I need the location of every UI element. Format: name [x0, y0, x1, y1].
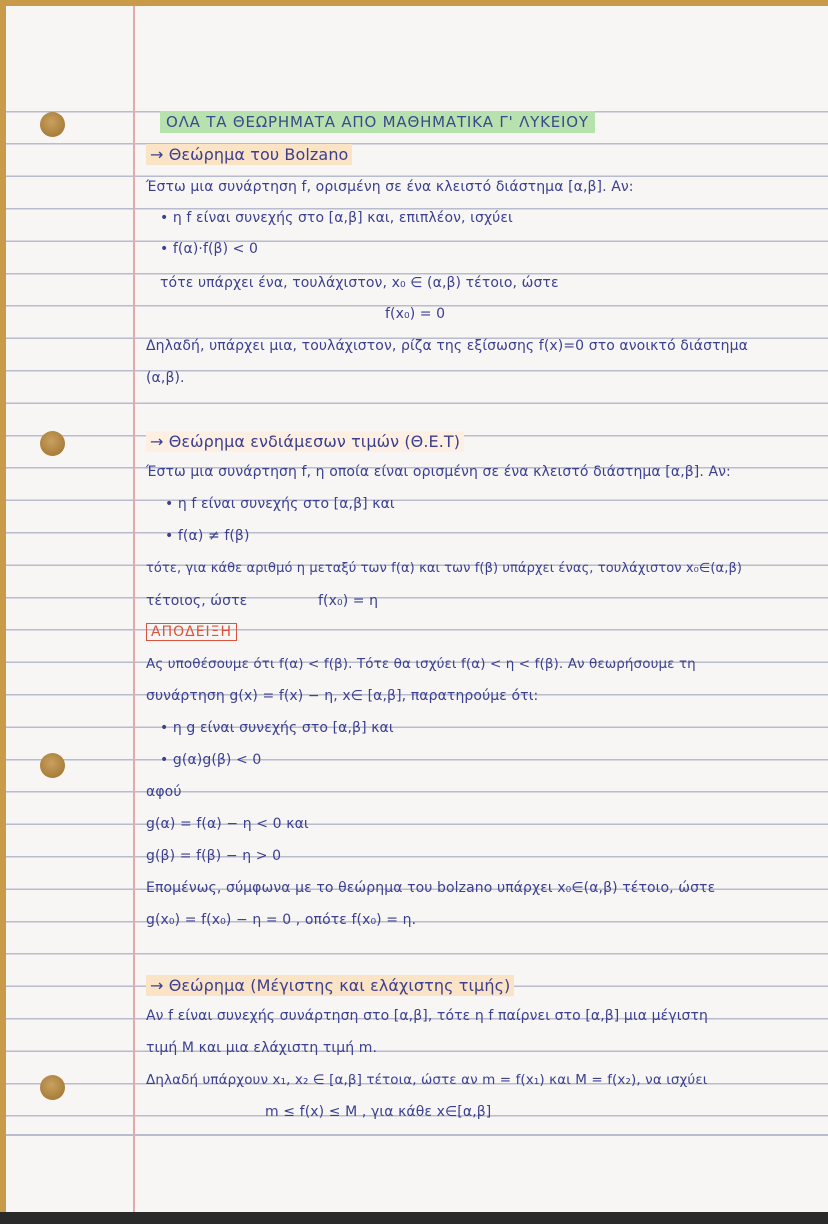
- bullet-item: • f(α) ≠ f(β): [165, 528, 250, 544]
- text-line: Έστω μια συνάρτηση f, η οποία είναι ορισμένη σε ένα κλειστό διάστημα [α,β]. Αν:: [146, 464, 731, 480]
- table-surface: [0, 1212, 828, 1224]
- proof-line: g(x₀) = f(x₀) − η = 0 , οπότε f(x₀) = η.: [146, 912, 417, 928]
- section-heading-bolzano: [146, 145, 352, 164]
- proof-line: Επομένως, σύμφωνα με το θεώρημα του bolzano υπάρχει x₀∈(α,β) τέτοιο, ώστε: [146, 880, 716, 896]
- text-line: τέτοιος, ώστε: [146, 593, 248, 609]
- section-heading-extreme-value: [146, 976, 514, 995]
- heading-text: → Θεώρημα ενδιάμεσων τιμών (Θ.Ε.Τ): [146, 431, 464, 452]
- page-top-margin: [6, 6, 828, 106]
- proof-label-text: ΑΠΟΔΕΙΞΗ: [146, 623, 237, 641]
- heading-text: → Θεώρημα του Bolzano: [146, 144, 352, 165]
- bullet-item: • f(α)·f(β) < 0: [160, 241, 259, 257]
- margin-line: [133, 6, 135, 1214]
- equation: f(x₀) = 0: [385, 306, 446, 322]
- proof-line: Ας υποθέσουμε ότι f(α) < f(β). Τότε θα ισχύει f(α) < η < f(β). Αν θεωρήσουμε τη: [146, 656, 696, 672]
- text-line: τότε, για κάθε αριθμό η μεταξύ των f(α) και των f(β) υπάρχει ένας, τουλάχιστον x₀∈(α,β): [146, 561, 743, 576]
- section-heading-ivt: [146, 432, 464, 451]
- proof-line: αφού: [146, 784, 182, 800]
- heading-text: → Θεώρημα (Μέγιστης και ελάχιστης τιμής): [146, 975, 514, 996]
- binder-hole-icon: [40, 112, 65, 137]
- text-line: τιμή M και μια ελάχιστη τιμή m.: [146, 1040, 378, 1056]
- text-line: (α,β).: [146, 370, 185, 386]
- title-text: ΟΛΑ ΤΑ ΘΕΩΡΗΜΑΤΑ ΑΠΟ ΜΑΘΗΜΑΤΙΚΑ Γ' ΛΥΚΕΙΟΥ: [160, 111, 595, 133]
- bullet-item: • η g είναι συνεχής στο [α,β] και: [160, 720, 394, 736]
- bullet-item: • g(α)g(β) < 0: [160, 752, 262, 768]
- equation: m ≤ f(x) ≤ M , για κάθε x∈[α,β]: [265, 1104, 492, 1120]
- page-title: [160, 113, 595, 131]
- binder-hole-icon: [40, 1075, 65, 1100]
- bullet-item: • η f είναι συνεχής στο [α,β] και: [165, 496, 395, 512]
- binder-hole-icon: [40, 753, 65, 778]
- proof-line: g(α) = f(α) − η < 0 και: [146, 816, 309, 832]
- text-line: Δηλαδή υπάρχουν x₁, x₂ ∈ [α,β] τέτοια, ώστε αν m = f(x₁) και M = f(x₂), να ισχύει: [146, 1072, 708, 1088]
- proof-label: [146, 624, 237, 640]
- bullet-item: • η f είναι συνεχής στο [α,β] και, επιπλέον, ισχύει: [160, 210, 513, 226]
- text-line: Δηλαδή, υπάρχει μια, τουλάχιστον, ρίζα της εξίσωσης f(x)=0 στο ανοικτό διάστημα: [146, 338, 748, 354]
- text-line: Αν f είναι συνεχής συνάρτηση στο [α,β], τότε η f παίρνει στο [α,β] μια μέγιστη: [146, 1008, 709, 1024]
- proof-line: g(β) = f(β) − η > 0: [146, 848, 282, 864]
- text-line: τότε υπάρχει ένα, τουλάχιστον, x₀ ∈ (α,β) τέτοιο, ώστε: [160, 275, 559, 291]
- text-line: Έστω μια συνάρτηση f, ορισμένη σε ένα κλειστό διάστημα [α,β]. Αν:: [146, 179, 634, 195]
- proof-line: συνάρτηση g(x) = f(x) − η, x∈ [α,β], παρατηρούμε ότι:: [146, 688, 539, 704]
- ruled-line: [6, 1134, 828, 1136]
- equation: f(x₀) = η: [318, 593, 379, 609]
- binder-hole-icon: [40, 431, 65, 456]
- page-bottom-margin: [6, 1141, 828, 1221]
